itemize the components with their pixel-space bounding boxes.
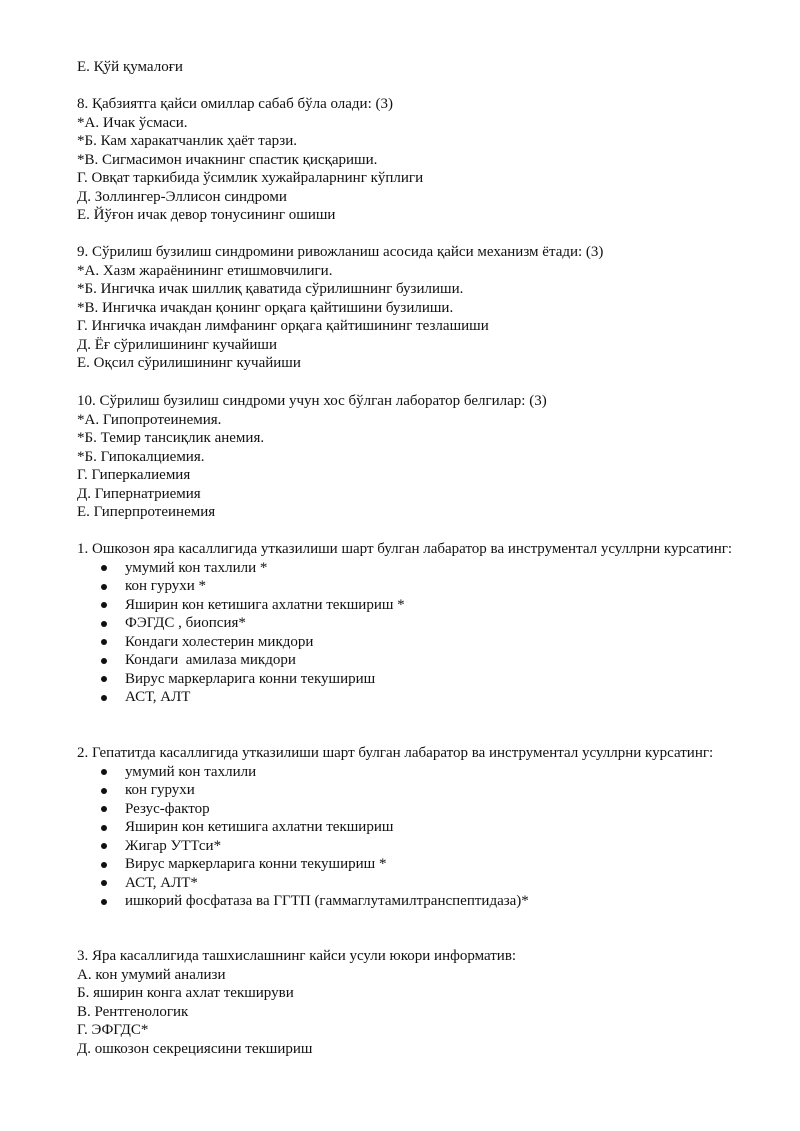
answer-option: *Б. Кам харакатчанлик ҳаёт тарзи. bbox=[77, 133, 298, 149]
bullet-icon bbox=[101, 602, 107, 608]
list-item-text: ишкорий фосфатаза ва ГГТП (гаммаглутамилтранспептидаза)* bbox=[125, 893, 529, 909]
list-item-text: Яширин кон кетишига ахлатни текшириш bbox=[125, 819, 394, 835]
answer-option: *Б. Ингичка ичак шиллиқ қаватида сўрилишнинг бузилиши. bbox=[77, 281, 464, 297]
bullet-icon bbox=[101, 658, 107, 664]
list-item bbox=[77, 670, 737, 689]
list-item-text: Кондаги амилаза микдори bbox=[125, 652, 296, 668]
list-item bbox=[77, 763, 737, 782]
list-item bbox=[77, 837, 737, 856]
bullet-icon bbox=[101, 825, 107, 831]
bullet-icon bbox=[101, 843, 107, 849]
answer-option: Е. Оқсил сўрилишининг кучайиши bbox=[77, 355, 301, 371]
list-item bbox=[77, 596, 737, 615]
section-3-ulcer-diagnosis bbox=[77, 947, 737, 1058]
list-item bbox=[77, 874, 737, 893]
section-2-hepatitis bbox=[77, 744, 737, 911]
section-1-ulcer bbox=[77, 540, 737, 707]
answer-option: *В. Сигмасимон ичакнинг спастик қисқариши. bbox=[77, 151, 378, 168]
question-text: 2. Гепатитда касаллигида утказилиши шарт булган лабаратор ва инструментал усуллрни курсатинг: bbox=[77, 745, 714, 761]
answer-option: Б. яширин конга ахлат текшируви bbox=[77, 985, 294, 1001]
list-item bbox=[77, 688, 737, 707]
answer-option: *А. Ичак ўсмаси. bbox=[77, 114, 188, 131]
answer-option: Е. Йўғон ичак девор тонусининг ошиши bbox=[77, 207, 336, 223]
list-item-text: умумий кон тахлили * bbox=[125, 559, 268, 576]
bullet-icon bbox=[101, 639, 107, 645]
list-item-text: АСТ, АЛТ* bbox=[125, 874, 198, 891]
answer-option: *Б. Гипокалциемия. bbox=[77, 448, 205, 465]
list-item-text: кон гурухи * bbox=[125, 578, 207, 594]
list-item-text: Кондаги холестерин микдори bbox=[125, 633, 314, 650]
answer-option: Д. Гипернатриемия bbox=[77, 485, 201, 502]
bullet-icon bbox=[101, 621, 107, 627]
answer-option: Г. ЭФГДС* bbox=[77, 1022, 149, 1038]
bullet-icon bbox=[101, 695, 107, 701]
list-item-text: Жигар УТТси* bbox=[125, 837, 222, 854]
question-text: 10. Сўрилиш бузилиш синдроми учун хос бўлган лаборатор белгилар: (3) bbox=[77, 393, 547, 409]
list-item-text: умумий кон тахлили bbox=[125, 763, 257, 780]
question-text: 1. Ошкозон яра касаллигида утказилиши шарт булган лабаратор ва инструментал усуллрни курсатинг: bbox=[77, 541, 733, 557]
answer-option: Д. Золлингер-Эллисон синдроми bbox=[77, 188, 287, 205]
previous-answer-tail bbox=[77, 58, 737, 77]
answer-option: *В. Ингичка ичакдан қонинг орқага қайтишини бузилиши. bbox=[77, 299, 454, 316]
question-9 bbox=[77, 243, 737, 373]
answer-option: Г. Ингичка ичакдан лимфанинг орқага қайтишининг тезлашиши bbox=[77, 318, 489, 334]
bullet-icon bbox=[101, 788, 107, 794]
answer-option: Е. Қўй қумалоғи bbox=[77, 59, 183, 75]
list-item bbox=[77, 651, 737, 670]
list-item bbox=[77, 633, 737, 652]
bullet-icon bbox=[101, 676, 107, 682]
list-item bbox=[77, 892, 737, 911]
question-text: 3. Яра касаллигида ташхислашнинг кайси усули юкори информатив: bbox=[77, 948, 517, 964]
answer-option: Д. Ёғ сўрилишининг кучайиши bbox=[77, 336, 277, 353]
answer-option: В. Рентгенологик bbox=[77, 1003, 189, 1020]
list-item-text: АСТ, АЛТ bbox=[125, 689, 191, 705]
list-item bbox=[77, 800, 737, 819]
list-item bbox=[77, 818, 737, 837]
answer-option: Г. Гиперкалиемия bbox=[77, 467, 191, 483]
question-8 bbox=[77, 95, 737, 225]
list-item-text: Резус-фактор bbox=[125, 800, 210, 817]
list-item-text: ФЭГДС , биопсия* bbox=[125, 615, 246, 631]
bullet-icon bbox=[101, 565, 107, 571]
list-item-text: кон гурухи bbox=[125, 782, 195, 798]
bullet-icon bbox=[101, 584, 107, 590]
list-item bbox=[77, 577, 737, 596]
bullet-icon bbox=[101, 806, 107, 812]
bullet-list bbox=[77, 559, 737, 707]
question-text: 8. Қабзиятга қайси омиллар сабаб бўла олади: (3) bbox=[77, 96, 393, 112]
answer-option: Е. Гиперпротеинемия bbox=[77, 504, 216, 520]
list-item bbox=[77, 559, 737, 578]
bullet-icon bbox=[101, 880, 107, 886]
answer-option: Г. Овқат таркибида ўсимлик хужайраларнинг кўплиги bbox=[77, 170, 424, 186]
list-item bbox=[77, 781, 737, 800]
list-item-text: Яширин кон кетишига ахлатни текшириш * bbox=[125, 596, 405, 613]
bullet-icon bbox=[101, 899, 107, 905]
question-10 bbox=[77, 392, 737, 522]
answer-option: *А. Хазм жараёнининг етишмовчилиги. bbox=[77, 262, 333, 279]
list-item bbox=[77, 855, 737, 874]
bullet-icon bbox=[101, 769, 107, 775]
list-item bbox=[77, 614, 737, 633]
question-text: 9. Сўрилиш бузилиш синдромини ривожланиш асосида қайси механизм ётади: (3) bbox=[77, 244, 604, 260]
answer-option: Д. ошкозон секрециясини текшириш bbox=[77, 1040, 313, 1057]
answer-option: *А. Гипопротеинемия. bbox=[77, 411, 222, 428]
list-item-text: Вирус маркерларига конни текушириш * bbox=[125, 856, 387, 872]
list-item-text: Вирус маркерларига конни текушириш bbox=[125, 670, 376, 687]
answer-option: *Б. Темир тансиқлик анемия. bbox=[77, 430, 265, 446]
bullet-icon bbox=[101, 862, 107, 868]
answer-option: А. кон умумий анализи bbox=[77, 966, 226, 983]
bullet-list bbox=[77, 763, 737, 911]
